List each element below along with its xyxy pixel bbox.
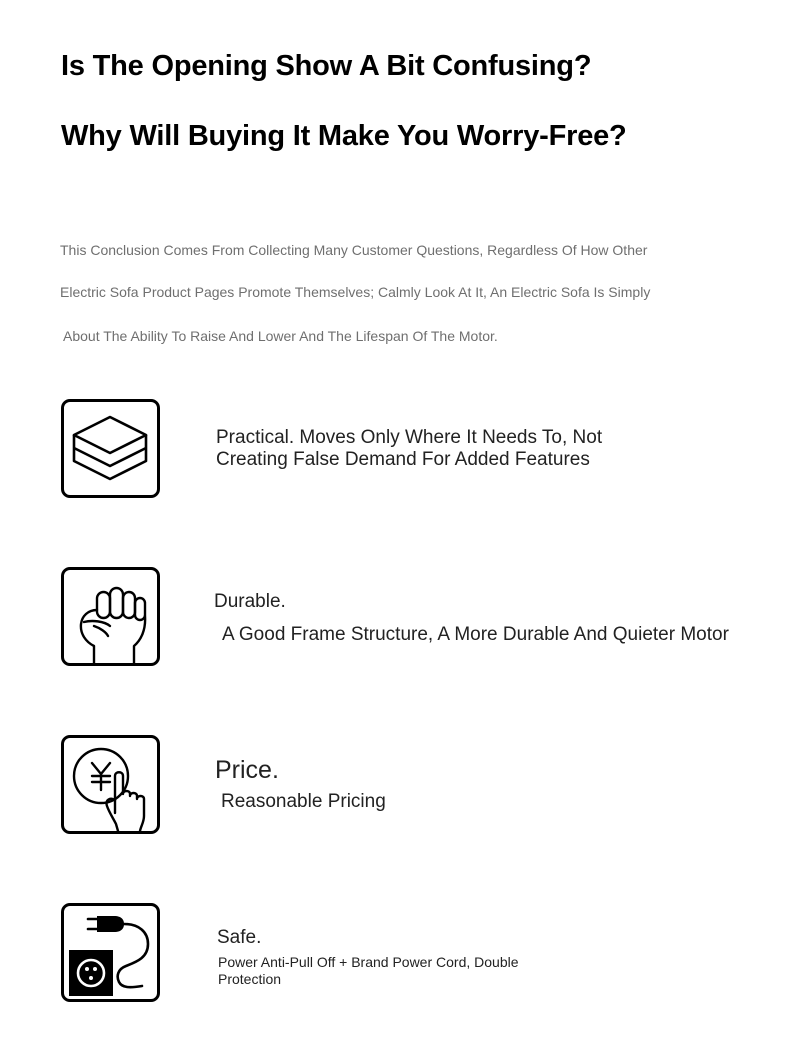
heading-worry-free: Why Will Buying It Make You Worry-Free? [61, 120, 627, 152]
feature-price-description: Reasonable Pricing [221, 791, 386, 812]
feature-safe-title: Safe. [217, 927, 262, 948]
feature-safe-description: Power Anti-Pull Off + Brand Power Cord, Double Protection [218, 954, 519, 987]
power-plug-socket-icon [61, 903, 160, 1002]
intro-line: This Conclusion Comes From Collecting Many Customer Questions, Regardless Of How Other [60, 242, 648, 258]
yen-coin-hand-icon [61, 735, 160, 834]
feature-price-title: Price. [215, 756, 279, 784]
heading-opening-show: Is The Opening Show A Bit Confusing? [61, 50, 592, 82]
feature-durable-title: Durable. [214, 591, 286, 612]
layers-icon [61, 399, 160, 498]
intro-line: About The Ability To Raise And Lower And The Lifespan Of The Motor. [63, 328, 498, 344]
intro-line: Electric Sofa Product Pages Promote Themselves; Calmly Look At It, An Electric Sofa Is Simply [60, 284, 651, 300]
fist-icon [61, 567, 160, 666]
feature-practical-line-1: Practical. Moves Only Where It Needs To, Not [216, 427, 603, 448]
feature-durable-description: A Good Frame Structure, A More Durable And Quieter Motor [222, 624, 729, 645]
feature-practical-line-2: Creating False Demand For Added Features [216, 449, 590, 470]
